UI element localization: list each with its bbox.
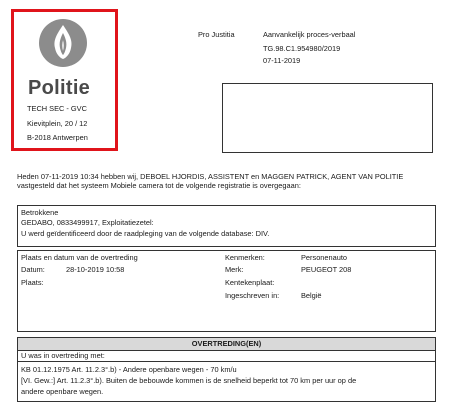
pro-justitia-label: Pro Justitia <box>198 30 235 39</box>
kenmerken-value: Personenauto <box>301 253 348 262</box>
violation-rule: KB 01.12.1975 Art. 11.2.3°.b) - Andere openbare wegen - 70 km/u <box>21 365 237 374</box>
violations-heading: OVERTREDING(EN) <box>18 338 435 351</box>
merk-value: PEUGEOT 208 <box>301 265 352 274</box>
org-street: Kievitplein, 20 / 12 <box>27 119 88 128</box>
violation-description-2: andere openbare wegen. <box>21 387 104 396</box>
kentekenplaat-label: Kentekenplaat: <box>225 278 275 287</box>
betrokkene-box <box>17 205 436 247</box>
violations-box <box>17 337 436 402</box>
betrokkene-identification: U werd geïdentificeerd door de raadpleging van de volgende database: DIV. <box>21 229 270 238</box>
datum-label: Datum: <box>21 265 45 274</box>
betrokkene-heading: Betrokkene <box>21 208 59 217</box>
place-date-heading: Plaats en datum van de overtreding <box>21 253 138 262</box>
ingeschreven-value: België <box>301 291 322 300</box>
plaats-label: Plaats: <box>21 278 44 287</box>
intro-paragraph: Heden 07-11-2019 10:34 hebben wij, DEBOEL HJORDIS, ASSISTENT en MAGGEN PATRICK, AGENT VAN POLITIE vastgesteld dat het systeem Mobiele camera tot de volgende registratie is overgegaan: <box>17 172 404 191</box>
flame-emblem-icon <box>38 18 88 68</box>
address-window-box <box>222 83 433 153</box>
document-date: 07-11-2019 <box>263 56 301 65</box>
kenmerken-label: Kenmerken: <box>225 253 265 262</box>
betrokkene-identity: GEDABO, 0833499917, Exploitatiezetel: <box>21 218 154 227</box>
offense-details-box <box>17 250 436 332</box>
org-city: B-2018 Antwerpen <box>27 133 88 142</box>
reference-number: TG.98.C1.954980/2019 <box>263 44 341 53</box>
merk-label: Merk: <box>225 265 244 274</box>
logo-wordmark: Politie <box>28 77 91 99</box>
violation-description-1: [VI. Gew.:] Art. 11.2.3°.b). Buiten de bebouwde kommen is de snelheid beperkt tot 70 km per uur op de <box>21 376 357 385</box>
org-unit: TECH SEC - GVC <box>27 104 87 113</box>
ingeschreven-label: Ingeschreven in: <box>225 291 280 300</box>
violations-intro: U was in overtreding met: <box>18 351 435 362</box>
datum-value: 28-10-2019 10:58 <box>66 265 125 274</box>
document-title: Aanvankelijk proces-verbaal <box>263 30 356 39</box>
